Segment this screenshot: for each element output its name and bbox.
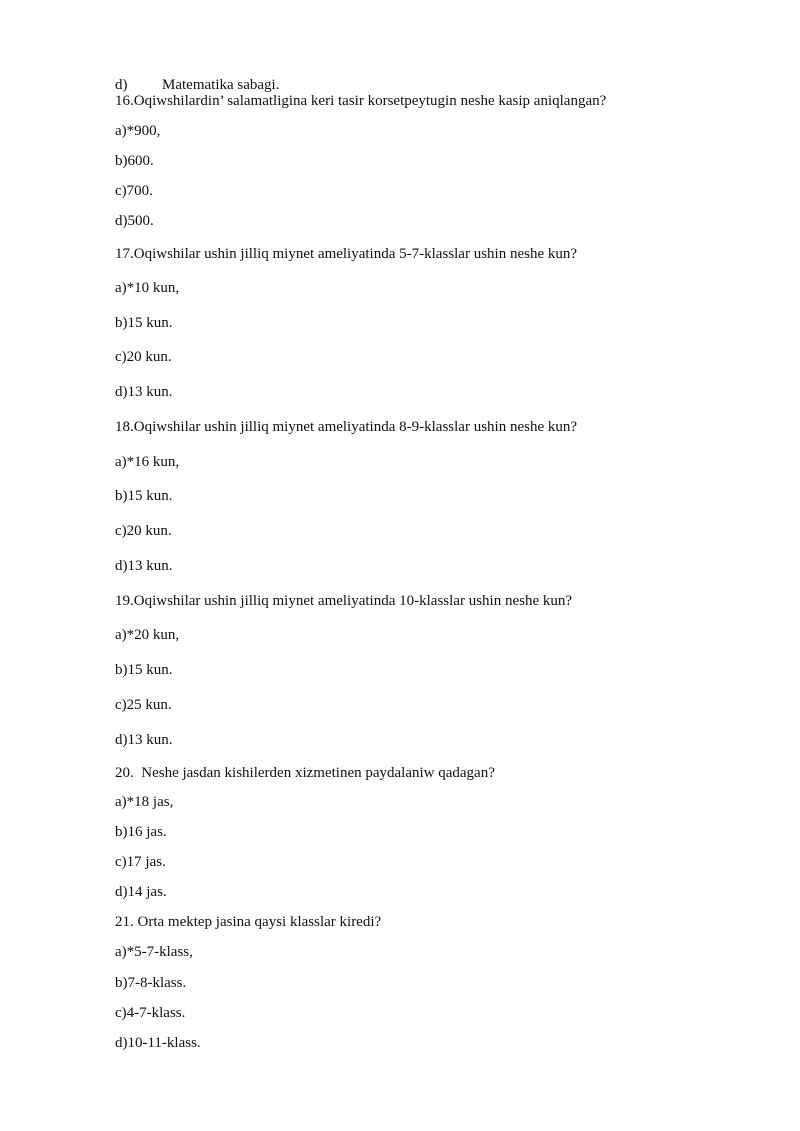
option-text: Matematika sabagi.: [162, 77, 280, 93]
q18-option-b: b)15 kun.: [115, 488, 173, 504]
q19-option-a: a)*20 kun,: [115, 627, 180, 643]
q17-option-b: b)15 kun.: [115, 315, 173, 331]
q19-option-b: b)15 kun.: [115, 662, 173, 678]
q18-option-d: d)13 kun.: [115, 558, 173, 574]
question-19: 19.Oqiwshilar ushin jilliq miynet ameliyatinda 10-klasslar ushin neshe kun?: [115, 593, 573, 609]
question-16: 16.Oqiwshilardin’ salamatligina keri tasir korsetpeytugin neshe kasip aniqlangan?: [115, 93, 607, 109]
q17-option-a: a)*10 kun,: [115, 280, 180, 296]
q20-option-c: c)17 jas.: [115, 854, 166, 870]
q16-option-b: b)600.: [115, 153, 154, 169]
q16-option-d: d)500.: [115, 213, 154, 229]
q20-option-d: d)14 jas.: [115, 884, 167, 900]
question-21: 21. Orta mektep jasina qaysi klasslar kiredi?: [115, 914, 382, 930]
q19-option-c: c)25 kun.: [115, 697, 172, 713]
q16-option-c: c)700.: [115, 183, 153, 199]
q17-option-d: d)13 kun.: [115, 384, 173, 400]
question-18: 18.Oqiwshilar ushin jilliq miynet ameliyatinda 8-9-klasslar ushin neshe kun?: [115, 419, 578, 435]
q21-option-b: b)7-8-klass.: [115, 975, 187, 991]
q21-option-c: c)4-7-klass.: [115, 1005, 186, 1021]
q20-option-b: b)16 jas.: [115, 824, 167, 840]
question-20: 20. Neshe jasdan kishilerden xizmetinen paydalaniw qadagan?: [115, 765, 495, 781]
q20-option-a: a)*18 jas,: [115, 794, 174, 810]
q19-option-d: d)13 kun.: [115, 732, 173, 748]
q21-option-a: a)*5-7-klass,: [115, 944, 193, 960]
q18-option-c: c)20 kun.: [115, 523, 172, 539]
q17-option-c: c)20 kun.: [115, 349, 172, 365]
q21-option-d: d)10-11-klass.: [115, 1035, 201, 1051]
option-letter: d): [115, 77, 128, 93]
q18-option-a: a)*16 kun,: [115, 454, 180, 470]
q16-option-a: a)*900,: [115, 123, 161, 139]
question-17: 17.Oqiwshilar ushin jilliq miynet ameliyatinda 5-7-klasslar ushin neshe kun?: [115, 246, 578, 262]
